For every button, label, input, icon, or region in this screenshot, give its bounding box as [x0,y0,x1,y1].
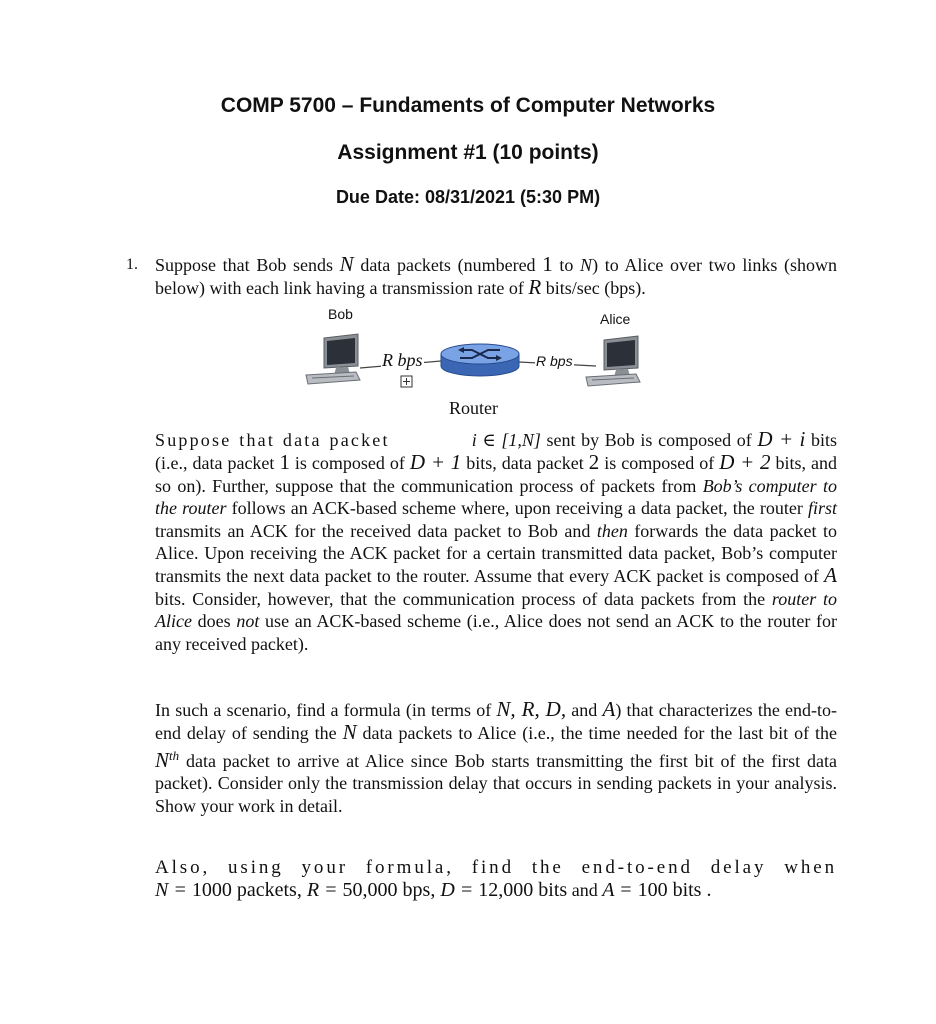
assignment-title: Assignment #1 (10 points) [337,141,599,164]
question-number: 1. [126,256,138,273]
router-label: Router [449,398,498,418]
link2-label: R bps [536,353,573,369]
course-title: COMP 5700 – Fundaments of Computer Networks [220,94,716,117]
due-date: Due Date: 08/31/2021 (5:30 PM) [335,187,601,207]
question-task: In such a scenario, find a formula (in terms of N, R, D, and A) that characterizes the end-to-end delay of sending the N data packets to Alice (i.e., the time needed for the last bit of the $N^{th}$ data packet to arrive at Alice since Bob starts transmitting the first bit of the first data packet). Consider only the transmission delay that occurs in sending packets in your analysis. Show your work in detail. [155,697,837,816]
question-numeric: Also, using your formula, find the end-to-end delay when N = 1000 packets, R = 50,000 bps, D = 12,000 bits and A = 100 bits . [155,857,837,902]
question-intro: Suppose that Bob sends N data packets (numbered 1 to N) to Alice over two links (shown below) with each link having a transmission rate of R bits/sec (bps). [155,252,837,300]
router-icon [441,344,519,376]
network-diagram [300,328,650,392]
bob-computer-icon [306,334,360,384]
link1-label: R bps [382,350,423,370]
bob-label: Bob [328,306,353,322]
alice-computer-icon [586,336,640,386]
question-scenario: Suppose that data packet i ∈ [1,N] sent by Bob is composed of D + i bits (i.e., data packet 1 is composed of D + 1 bits, data packet 2 is composed of D + 2 bits, and so on). Further, suppose that the communication process of packets from Bob’s computer to the router follows an ACK-based scheme where, upon receiving a data packet, the router first transmits an ACK for the received data packet to Bob and then forwards the data packet to Alice. Upon receiving the ACK packet for a certain transmitted data packet, Bob’s computer transmits the next data packet to the router. Assume that every ACK packet is composed of A bits. Consider, however, that the communication process of data packets from the router to Alice does not use an ACK-based scheme (i.e., Alice does not send an ACK to the router for any received packet). [155,427,838,654]
expand-box-icon [401,376,412,387]
alice-label: Alice [600,311,631,327]
